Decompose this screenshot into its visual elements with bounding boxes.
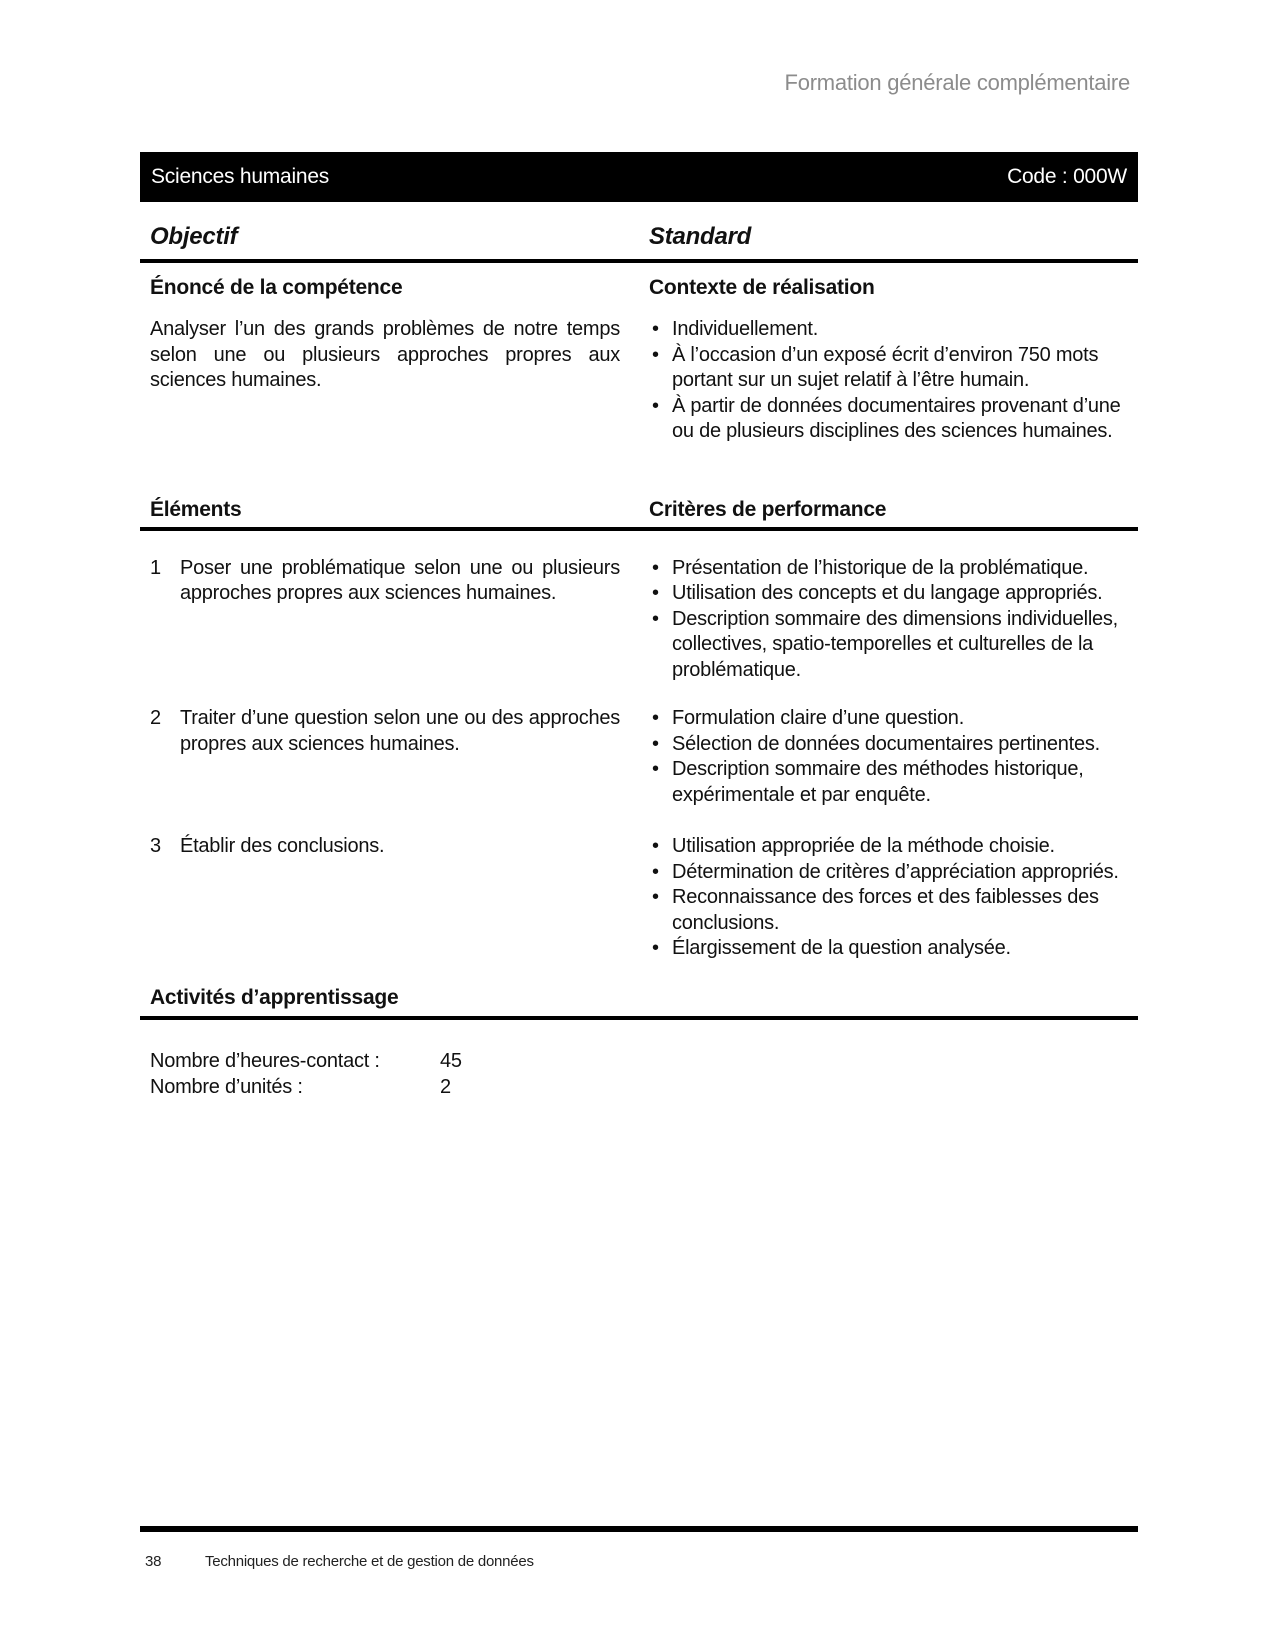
list-item: • Formulation claire d’une question. — [649, 706, 1138, 732]
element-2-criteria — [649, 706, 1138, 808]
list-item: • Reconnaissance des forces et des faiblesses des conclusions. — [652, 886, 1099, 934]
element-item-1 — [140, 556, 1138, 684]
list-item: • Sélection de données documentaires pertinentes. — [649, 732, 1138, 758]
units-value: 2 — [440, 1075, 451, 1098]
bullet-icon: • — [652, 758, 659, 780]
bullet-icon: • — [652, 937, 659, 959]
bullet-icon: • — [652, 835, 659, 857]
bullet-icon: • — [652, 318, 659, 340]
hours-contact-label: Nombre d’heures-contact : — [150, 1049, 380, 1072]
objectif-heading: Objectif — [150, 223, 238, 250]
list-item: • Présentation de l’historique de la problématique. — [649, 556, 1138, 582]
list-item: • À l’occasion d’un exposé écrit d’environ 750 mots portant sur un sujet relatif à l’être humain. — [652, 343, 1099, 391]
hours-block — [140, 1048, 1138, 1100]
bullet-icon: • — [652, 556, 659, 579]
list-item: • À partir de données documentaires provenant d’une ou de plusieurs disciplines des sciences humaines. — [652, 394, 1121, 442]
list-item: • Individuellement. — [649, 317, 1138, 343]
units-label: Nombre d’unités : — [150, 1075, 303, 1098]
course-title: Sciences humaines — [151, 165, 330, 188]
list-item: • Détermination de critères d’appréciation appropriés. — [649, 860, 1138, 886]
bullet-icon: • — [652, 343, 659, 366]
list-item: • Utilisation appropriée de la méthode choisie. — [649, 834, 1138, 860]
competence-text: Analyser l’un des grands problèmes de notre temps selon une ou plusieurs approches propres aux sciences humaines. — [150, 318, 620, 391]
contexte-bullets — [649, 317, 1138, 445]
elements-heading: Éléments — [150, 497, 242, 521]
element-2 — [140, 706, 620, 808]
element-number: 2 — [150, 707, 161, 729]
list-item: • Élargissement de la question analysée. — [649, 936, 1138, 962]
element-item-3 — [140, 834, 1138, 962]
competence-contexte-row — [140, 317, 1138, 445]
activites-heading: Activités d’apprentissage — [150, 985, 399, 1009]
objectif-standard-header-row — [140, 224, 1138, 263]
standard-heading: Standard — [649, 223, 752, 250]
hours-contact-value: 45 — [440, 1049, 462, 1072]
bullet-icon: • — [652, 582, 659, 604]
element-text: Traiter d’une question selon une ou des approches propres aux sciences humaines. — [180, 707, 620, 755]
activites-heading-row — [140, 986, 1138, 1020]
bullet-icon: • — [652, 886, 659, 908]
page-footer — [140, 1526, 1138, 1571]
bullet-icon: • — [652, 607, 659, 630]
bullet-icon: • — [652, 394, 659, 417]
elements-criteres-header-row — [140, 498, 1138, 531]
content-area — [140, 70, 1138, 1100]
list-item: • Description sommaire des méthodes historique, expérimentale et par enquête. — [652, 758, 1084, 806]
element-text: Poser une problématique selon une ou plusieurs approches propres aux sciences humaines. — [180, 556, 620, 604]
footer-rule — [140, 1526, 1138, 1532]
bullet-icon: • — [652, 732, 659, 755]
hours-contact-row — [150, 1048, 1138, 1074]
running-header: Formation générale complémentaire — [784, 70, 1130, 95]
units-row — [150, 1074, 1138, 1100]
course-banner — [140, 152, 1138, 202]
element-item-2 — [140, 706, 1138, 808]
list-item: • Utilisation des concepts et du langage appropriés. — [649, 581, 1138, 607]
bullet-icon: • — [652, 860, 659, 883]
bullet-icon: • — [652, 707, 659, 729]
list-item: • Description sommaire des dimensions individuelles, collectives, spatio-temporelles et culturelles de la problématique. — [652, 607, 1118, 681]
competence-heading: Énoncé de la compétence — [150, 276, 403, 299]
element-number: 1 — [150, 556, 161, 579]
element-number: 3 — [150, 835, 161, 857]
footer-program-title: Techniques de recherche et de gestion de données — [205, 1553, 534, 1570]
criteres-heading: Critères de performance — [649, 497, 887, 521]
elements-items — [140, 556, 1138, 962]
footer-text-line — [140, 1553, 1138, 1571]
element-text: Établir des conclusions. — [180, 835, 385, 857]
element-1-criteria — [649, 556, 1138, 684]
element-3 — [140, 834, 620, 962]
element-3-criteria — [649, 834, 1138, 962]
subheadings-row — [140, 276, 1138, 300]
page-number: 38 — [145, 1553, 162, 1570]
element-1 — [140, 556, 620, 684]
contexte-heading: Contexte de réalisation — [649, 276, 875, 299]
course-code: Code : 000W — [1007, 165, 1127, 188]
